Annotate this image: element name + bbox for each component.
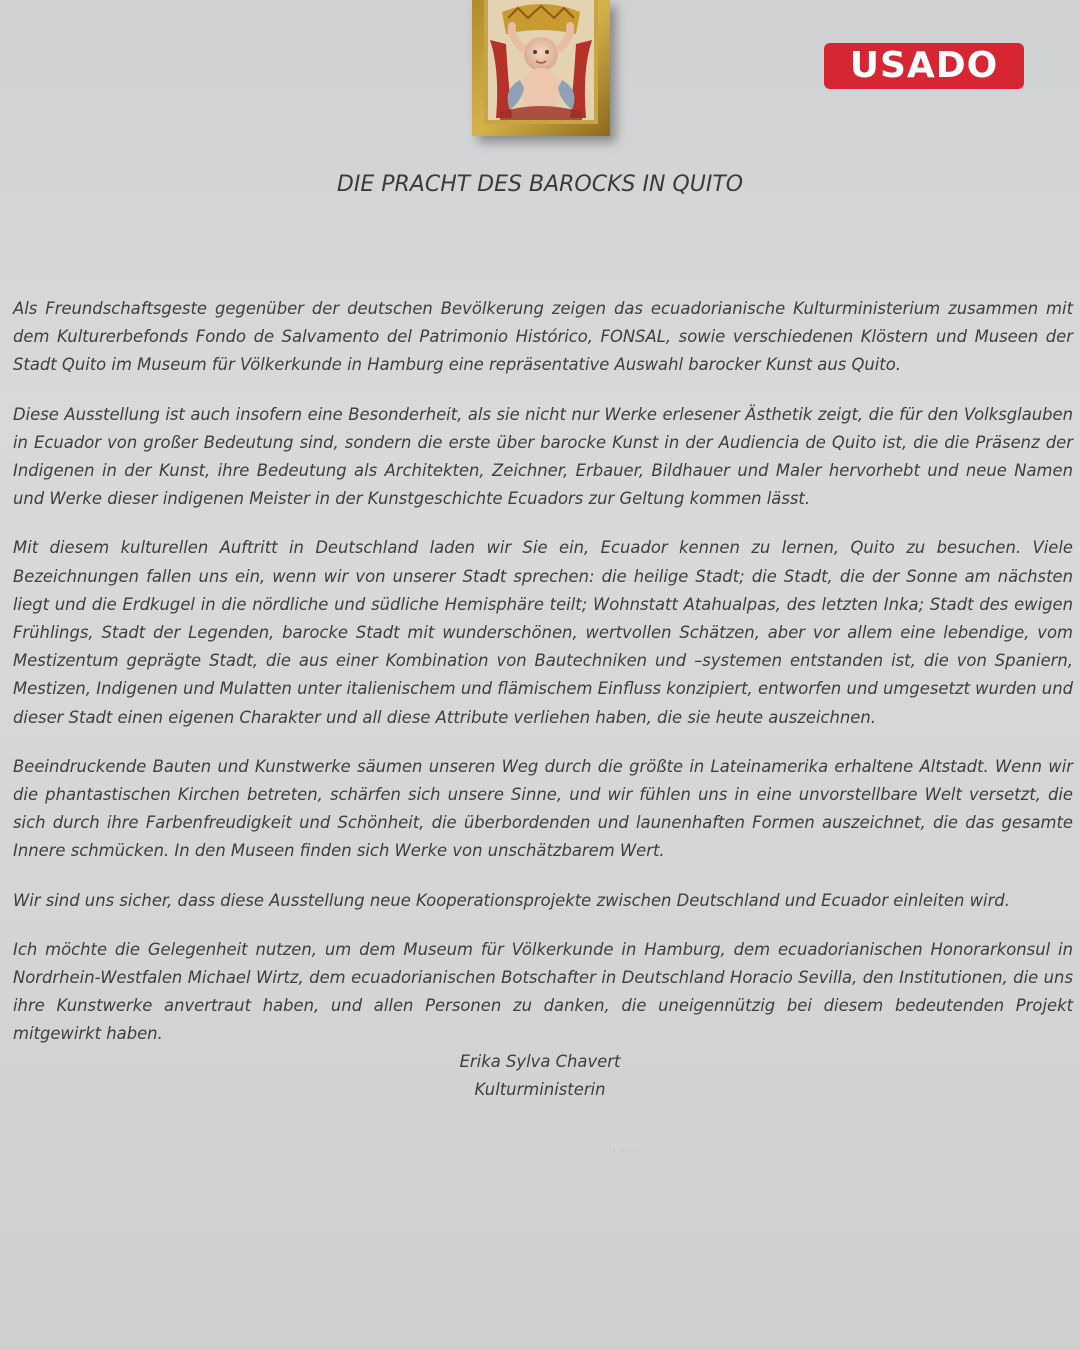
paragraph: Diese Ausstellung ist auch insofern eine Besonderheit, als sie nicht nur Werke erlesener Ästhetik zeigt, die für den Volksglauben in Ecuador von großer Bedeutung sind, sondern die erste über barocke Kunst in der Audiencia de Quito ist, die die Präsenz der Indigenen in der Kunst, ihre Bedeutung als Architekten, Zeichner, Erbauer, Bildhauer und Maler hervorhebt und neue Namen und Werke dieser indigenen Meister in der Kunstgeschichte Ecuadors zur Geltung kommen lässt. (13, 404, 1073, 509)
paragraph: Beeindruckende Bauten und Kunstwerke säumen unseren Weg durch die größte in Lateinamerika erhaltene Altstadt. Wenn wir die phantastischen Kirchen betreten, schärfen sich unsere Sinne, und wir fühlen uns in eine unvorstellbare Welt versetzt, die sich durch ihre Farbenfreudigkeit und Schönheit, die überbordenden und launenhaften Formen auszeichnet, die das gesamte Innere schmücken. In den Museen finden sich Werke von unschätzbarem Wert. (13, 756, 1073, 861)
paragraph: Wir sind uns sicher, dass diese Ausstellung neue Kooperationsprojekte zwischen Deutschland und Ecuador einleiten wird. (13, 890, 1010, 910)
paragraph: Ich möchte die Gelegenheit nutzen, um dem Museum für Völkerkunde in Hamburg, dem ecuadorianischen Honorarkonsul in Nordrhein-Westfalen Michael Wirtz, dem ecuadorianischen Botschafter in Deutschland Horacio Sevilla, den Institutionen, die uns ihre Kunstwerke anvertraut haben, und allen Personen zu danken, die uneigennützig bei diesem bedeutenden Projekt mitgewirkt haben. (13, 939, 1073, 1044)
paragraph: Mit diesem kulturellen Auftritt in Deutschland laden wir Sie ein, Ecuador kennen zu lernen, Quito zu besuchen. Viele Bezeichnungen fallen uns ein, wenn wir von unserer Stadt sprechen: die heilige Stadt; die Stadt, die der Sonne am nächsten liegt und die Erdkugel in die nördliche und südliche Hemisphäre teilt; Wohnstatt Atahualpas, des letzten Inka; Stadt des ewigen Frühlings, Stadt der Legenden, barocke Stadt mit wunderschönen, wertvollen Schätzen, aber vor allem eine lebendige, vom Mestizentum geprägte Stadt, die aus einer Kombination von Bautechniken und –systemen entstanden ist, die von Spaniern, Mestizen, Indigenen und Mulatten unter italienischem und flämischem Einfluss konzipiert, entworfen und umgesetzt wurden und dieser Stadt einen eigenen Charakter und all diese Attribute verliehen haben, die sie heute auszeichnen. (13, 538, 1073, 727)
decorative-dots: ··· (612, 1146, 640, 1157)
page-title: DIE PRACHT DES BAROCKS IN QUITO (336, 172, 744, 197)
used-badge: USADO (824, 43, 1024, 89)
body-text (13, 295, 1073, 1070)
signature-name: Erika Sylva Chavert (459, 1052, 621, 1071)
signature-role: Kulturministerin (474, 1080, 606, 1099)
paragraph: Als Freundschaftsgeste gegenüber der deutschen Bevölkerung zeigen das ecuadorianische Kulturministerium zusammen mit dem Kulturerbefonds Fondo de Salvamento del Patrimonio Histórico, FONSAL, sowie verschiedenen Klöstern und Museen der Stadt Quito im Museum für Völkerkunde in Hamburg eine repräsentative Auswahl barocker Kunst aus Quito. (13, 299, 1073, 375)
signature-block (0, 1048, 1080, 1104)
baroque-painting-image (472, 0, 610, 136)
